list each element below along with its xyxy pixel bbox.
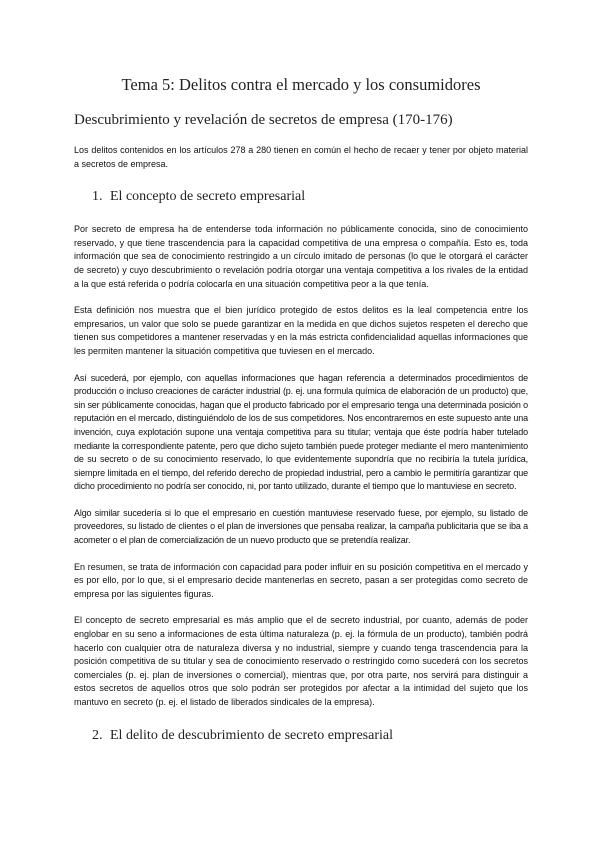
paragraph: El concepto de secreto empresarial es más amplio que el de secreto industrial, por cuanto, además de poder englobar en su seno a informaciones de esta última naturaleza (p. ej. la fórmula de un producto), también podrá hacerlo con cualquier otra de naturaleza diversa y no industrial, siempre y cuando tenga trascendencia para la posición competitiva de su titular y sea de conocimiento reservado o restringido como sucederá con los secretos comerciales (p. ej. plan de inversiones o comercial), mientras que, por otra parte, nos servirá para distinguir a estos secretos de aquellos otros que solo podrán ser protegidos por afectar a la intimidad del sujeto que los mantuvo en secreto (p. ej. el listado de liberados sindicales de la empresa). [74, 615, 528, 707]
paragraph: Esta definición nos muestra que el bien jurídico protegido de estos delitos es la leal competencia entre los empresarios, un valor que solo se puede garantizar en la medida en que dichos sujetos respeten el derecho que tienen sus competidores a mantener reservadas y en la más estricta confidencialidad aquellas informaciones que les permiten mantener la situación competitiva que tuviesen en el mercado. [74, 305, 528, 356]
paragraph: En resumen, se trata de información con capacidad para poder influir en su posición competitiva en el mercado y es por ello, por lo que, si el empresario decide mantenerlas en secreto, pasan a ser protegidas como secreto de empresa por las siguientes figuras. [74, 561, 528, 599]
paragraph: Algo similar sucedería si lo que el empresario en cuestión mantuviese reservado fuese, por ejemplo, su listado de proveedores, su listado de clientes o el plan de inversiones que pensaba realizar, la campaña publicitaria que se iba a acometer o el plan de comercialización de un nuevo producto que se pretendía realizar. [74, 507, 528, 546]
paragraph: Por secreto de empresa ha de entenderse toda información no públicamente conocida, sino de conocimiento reservado, y que tiene trascendencia para la capacidad competitiva de una empresa o compañía. Esto es, toda información que sea de conocimiento restringido a un círculo imitado de personas (lo que le otorgará el carácter de secreto) y cuyo descubrimiento o revelación podría otorgar una ventaja competitiva a los rivales de la entidad a la que está referida o podría colocarla en una situación competitiva peor a la que tenía. [74, 224, 528, 289]
document-title: Tema 5: Delitos contra el mercado y los consumidores [121, 75, 481, 94]
section-title: Descubrimiento y revelación de secretos de empresa (170-176) [74, 112, 453, 128]
subsection-2-number: 2. [92, 727, 103, 743]
subsection-2-heading [74, 726, 528, 746]
subsection-1-heading [74, 187, 528, 207]
paragraph: Así sucederá, por ejemplo, con aquellas informaciones que hagan referencia a determinados procedimientos de producción o incluso creaciones de carácter industrial (p. ej. una formula química de elaboración de un producto) que, sin ser públicamente conocidas, hagan que el producto fabricado por el empresario tenga una determinada posición o reputación en el mercado, distinguiéndolo de los de sus competidores. Nos encontraremos en este supuesto ante una invención, cuya explotación supone una ventaja competitiva para su titular; ventaja que éste podría haber tutelado mediante la correspondiente patente, pero que dicho sujeto también puede proteger mediante el mero mantenimiento de su secreto o de su conocimiento reservado, lo que evidentemente supondría que no recibiría la tutela jurídica, siempre limitada en el tiempo, del referido derecho de propiedad industrial, pero a cambio le permitiría garantizar que dicho procedimiento no podría ser conocido, ni, por tanto utilizado, durante el tiempo que lo mantuviese en secreto. [74, 372, 528, 492]
intro-paragraph: Los delitos contenidos en los artículos 278 a 280 tienen en común el hecho de recaer y tener por objeto material a secretos de empresa. [74, 145, 528, 169]
subsection-1-title: El concepto de secreto empresarial [110, 189, 306, 205]
subsection-2-title: El delito de descubrimiento de secreto empresarial [110, 727, 394, 743]
subsection-1-number: 1. [92, 189, 103, 205]
